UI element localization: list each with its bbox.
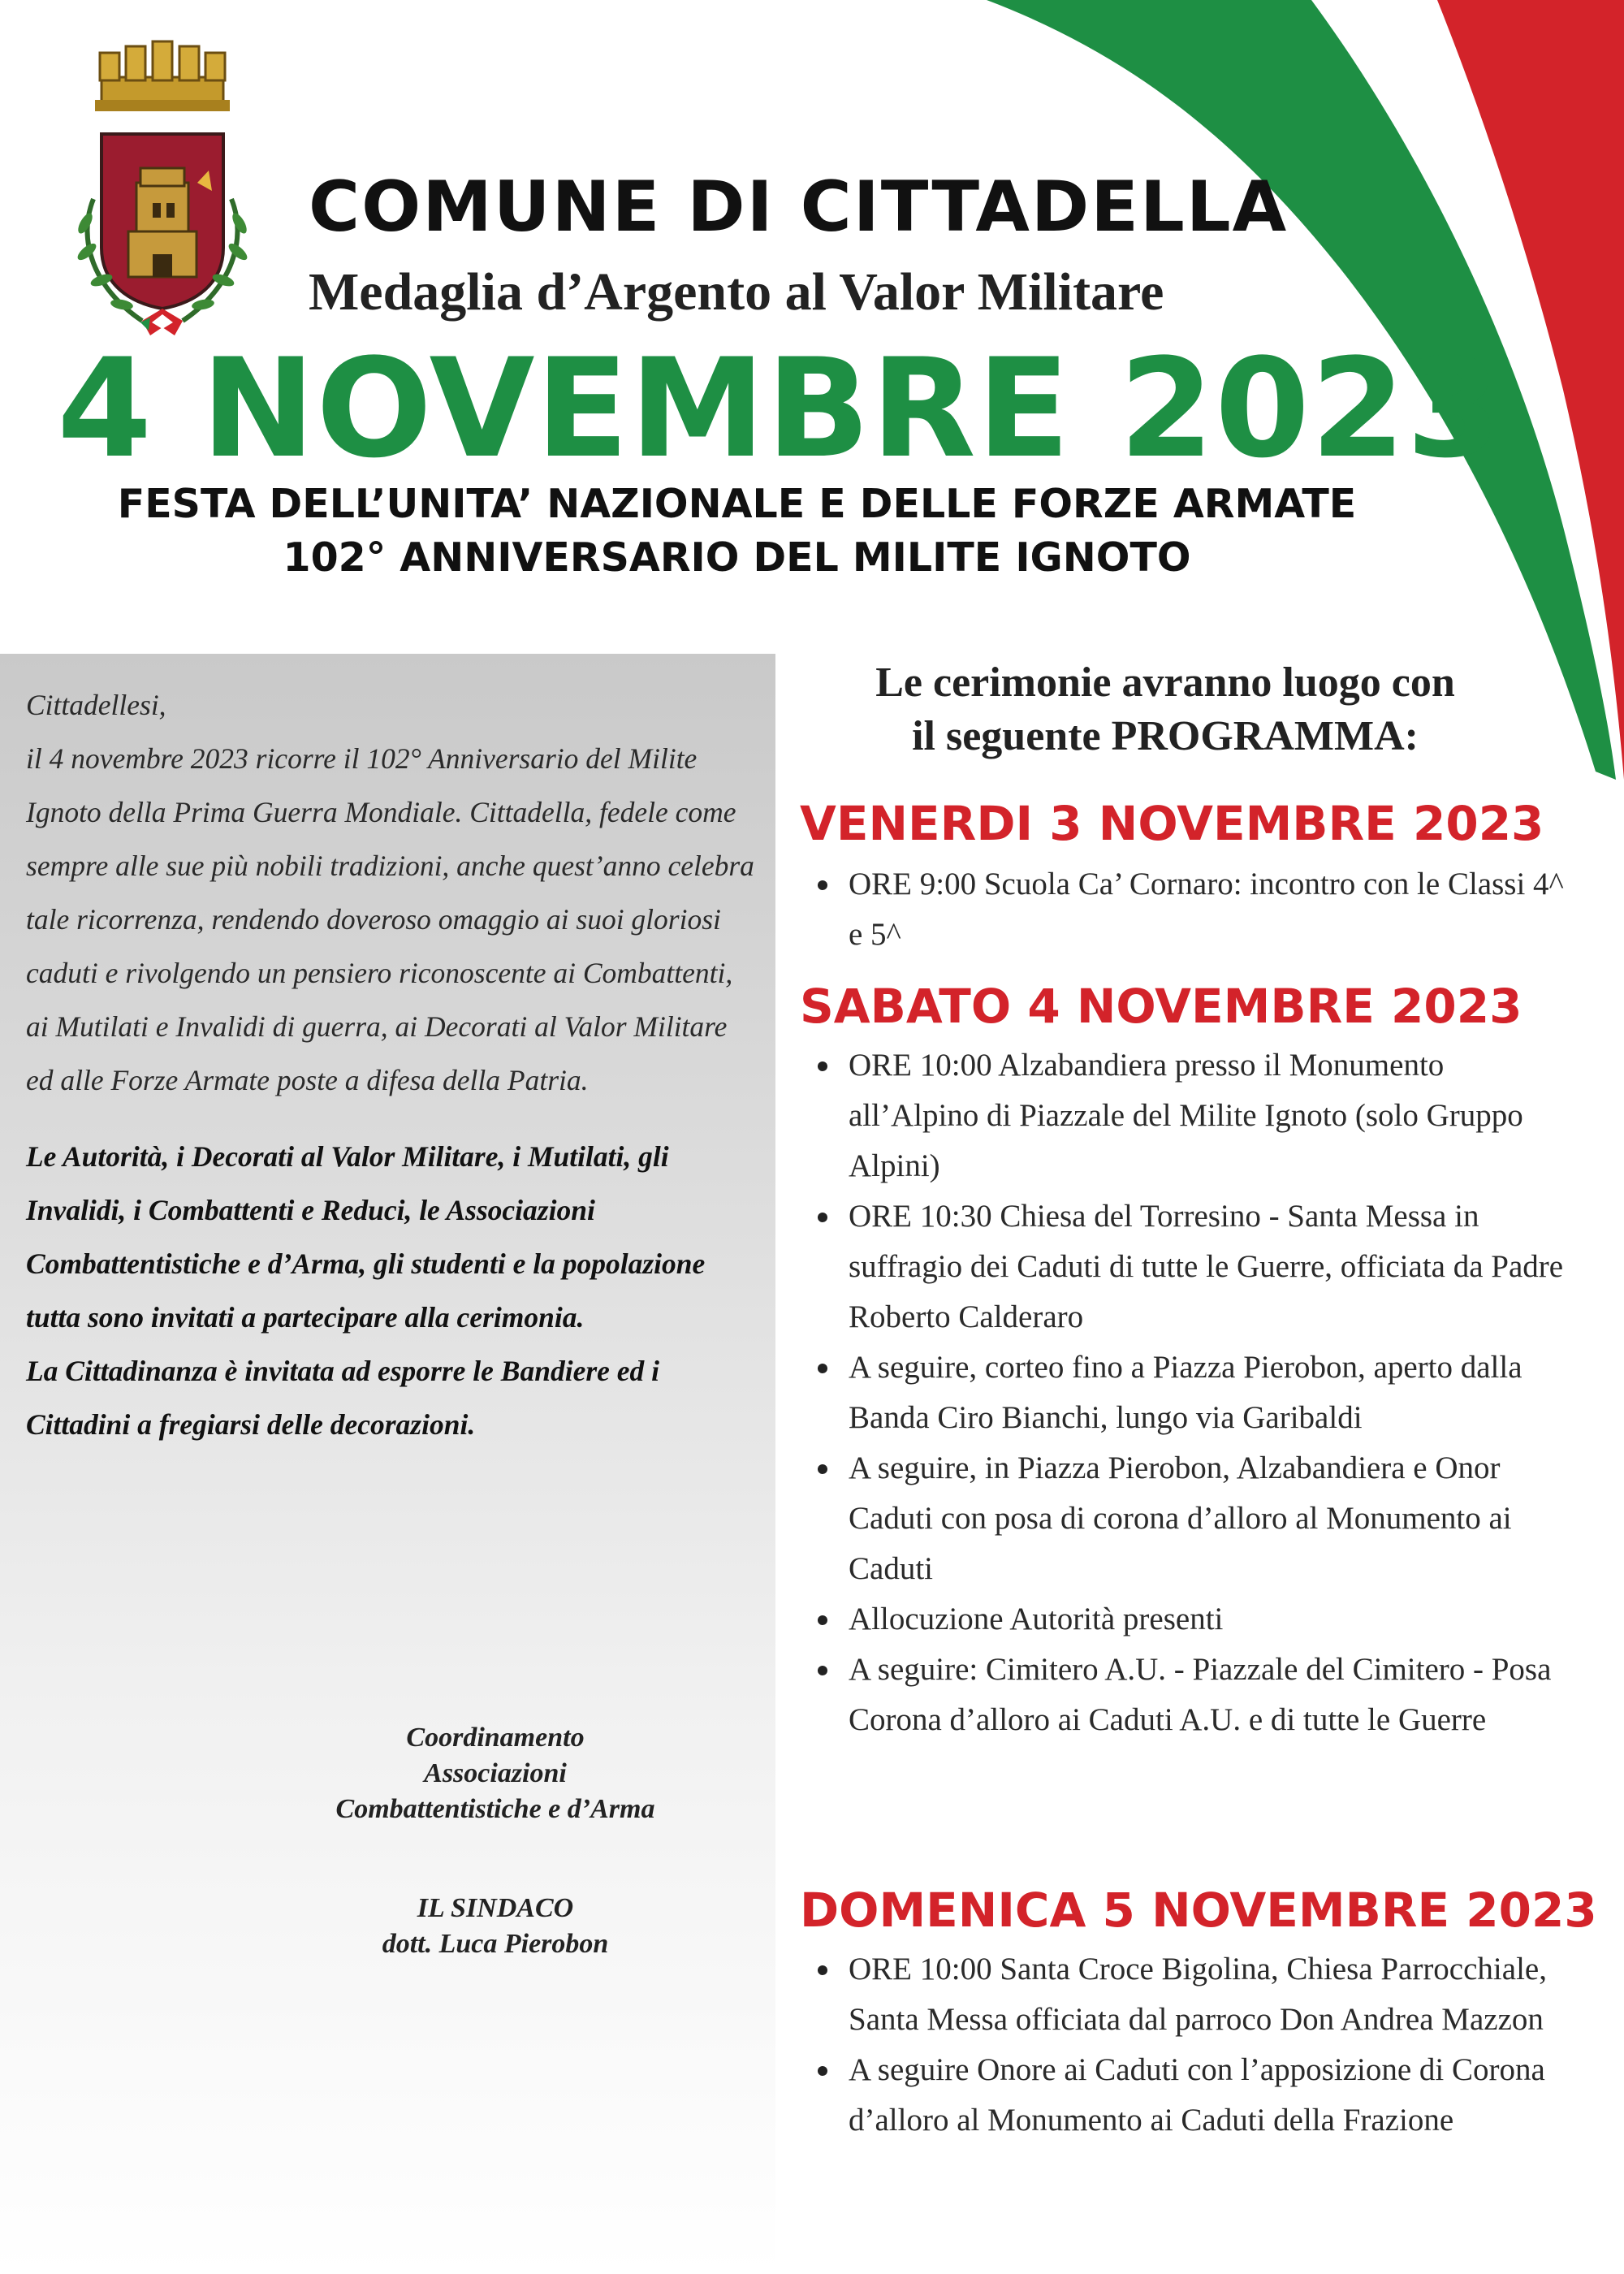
municipality-honor: Medaglia d’Argento al Valor Militare (309, 262, 1164, 322)
program-intro (800, 656, 1531, 763)
day-schedule (800, 1040, 1579, 1745)
schedule-item: A seguire: Cimitero A.U. - Piazzale del Cimitero - Posa Corona d’alloro ai Caduti A.U. e di tutte le Guerre (849, 1645, 1579, 1745)
letter-invite: Le Autorità, i Decorati al Valor Militare, i Mutilati, gli Invalidi, i Combattenti e Reduci, le Associazioni Combattentistiche e d’Arma, gli studenti e la popolazione tutta sono invitati a partecipare alla cerimonia. (26, 1140, 706, 1334)
day-title: SABATO 4 NOVEMBRE 2023 (800, 979, 1522, 1034)
schedule-item: A seguire, corteo fino a Piazza Pierobon, aperto dalla Banda Ciro Bianchi, lungo via Garibaldi (849, 1342, 1579, 1443)
day-title: DOMENICA 5 NOVEMBRE 2023 (800, 1883, 1597, 1938)
day-title: VENERDI 3 NOVEMBRE 2023 (800, 796, 1544, 851)
letter-flags: La Cittadinanza è invitata ad esporre le Bandiere ed i Cittadini a fregiarsi delle decorazioni. (26, 1355, 660, 1441)
event-date-title: 4 NOVEMBRE 2023 (57, 329, 1502, 488)
coordination-line-1: Coordinamento (406, 1723, 585, 1753)
coordination-signature (268, 1720, 723, 1827)
day-friday (800, 796, 1579, 960)
event-title (0, 478, 1474, 585)
day-schedule (800, 1944, 1579, 2146)
day-schedule (800, 859, 1579, 960)
program-intro-line-1: Le cerimonie avranno luogo con (875, 659, 1455, 706)
schedule-item: A seguire Onore ai Caduti con l’apposizione di Corona d’alloro al Monumento ai Caduti della Frazione (849, 2045, 1579, 2146)
coat-of-arms-icon (45, 28, 280, 341)
letter-text (26, 678, 761, 1451)
schedule-item: ORE 10:00 Santa Croce Bigolina, Chiesa Parrocchiale, Santa Messa officiata dal parroco Don Andrea Mazzon (849, 1944, 1579, 2045)
schedule-item: Allocuzione Autorità presenti (849, 1594, 1579, 1645)
coordination-line-3: Combattentistiche e d’Arma (335, 1794, 655, 1824)
schedule-item: ORE 9:00 Scuola Ca’ Cornaro: incontro con le Classi 4^ e 5^ (849, 859, 1579, 960)
coordination-line-2: Associazioni (424, 1758, 567, 1788)
event-title-line-2: 102° ANNIVERSARIO DEL MILITE IGNOTO (283, 534, 1191, 581)
letter-greeting: Cittadellesi, (26, 689, 166, 721)
mayor-signature (268, 1891, 723, 1962)
mayor-name: dott. Luca Pierobon (382, 1929, 609, 1959)
event-title-line-1: FESTA DELL’UNITA’ NAZIONALE E DELLE FORZE ARMATE (117, 481, 1357, 527)
schedule-item: ORE 10:00 Alzabandiera presso il Monumento all’Alpino di Piazzale del Milite Ignoto (solo Gruppo Alpini) (849, 1040, 1579, 1191)
day-sunday (800, 1883, 1597, 2146)
schedule-item: ORE 10:30 Chiesa del Torresino - Santa Messa in suffragio dei Caduti di tutte le Guerre, officiata da Padre Roberto Calderaro (849, 1191, 1579, 1342)
municipality-name: COMUNE DI CITTADELLA (309, 166, 1289, 248)
schedule-item: A seguire, in Piazza Pierobon, Alzabandiera e Onor Caduti con posa di corona d’alloro al Monumento ai Caduti (849, 1443, 1579, 1594)
letter-body: il 4 novembre 2023 ricorre il 102° Anniversario del Milite Ignoto della Prima Guerra Mondiale. Cittadella, fedele come sempre alle sue più nobili tradizioni, anche quest’anno celebra tale ricorrenza, rendendo doveroso omaggio ai suoi gloriosi caduti e rivolgendo un pensiero riconoscente ai Combattenti, ai Mutilati e Invalidi di guerra, ai Decorati al Valor Militare ed alle Forze Armate poste a difesa della Patria. (26, 742, 754, 1096)
program-intro-line-2: il seguente PROGRAMMA: (912, 713, 1419, 759)
day-saturday (800, 979, 1579, 1745)
mayor-title: IL SINDACO (417, 1893, 574, 1923)
